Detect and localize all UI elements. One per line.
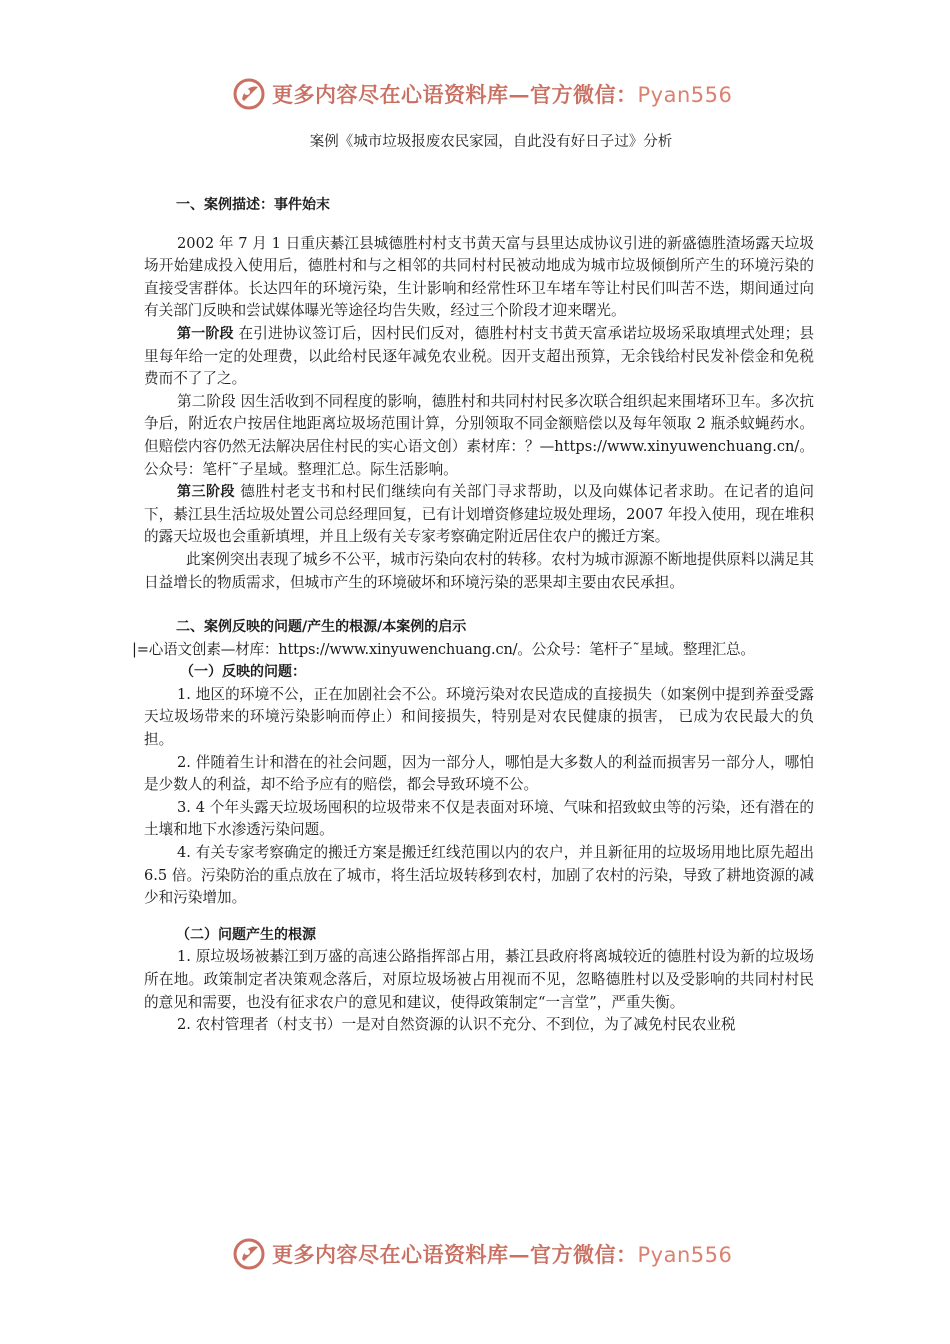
document-title: 案例《城市垃圾报废农民家园，自此没有好日子过》分析 <box>309 134 673 150</box>
stage2-paragraph: 第二阶段 因生活收到不同程度的影响，德胜村和共同村村民多次联合组织起来围堵环卫车。多次抗争后，附近农户按居住地距离垃圾场范围计算，分别领取不同金额赔偿以及每年领取 2 瓶杀蚊蝇药水。但赔偿内容仍然无法解决居住村民的实心语文创）素材库：？—https://www.xinyuwenchuang.cn/。公众号：笔杆˜子星域。整理汇总。际生活影响。 <box>144 392 814 478</box>
banner-text: 更多内容尽在心语资料库—官方微信：Pyan556 <box>272 1242 733 1267</box>
stage1-paragraph: 第一阶段 在引进协议签订后，因村民们反对，德胜村村支书黄天富承诺垃圾场采取填埋式处理；县里每年给一定的处理费，以此给村民逐年减免农业税。因开支超出预算，无余钱给村民发补偿金和免税费而不了了之。 <box>144 324 814 388</box>
banner-wechat-id: Pyan556 <box>637 1243 733 1267</box>
stage3-paragraph: 第三阶段 德胜村老支书和村民们继续向有关部门寻求帮助，以及向媒体记者求助。在记者的追问下，綦江县生活垃圾处置公司总经理回复，已有计划增资修建垃圾处理场，2007 年投入使用，现在堆积的露天垃圾也会重新填埋，并且上级有关专家考察确定附近居住农户的搬迁方案。 <box>144 483 815 546</box>
problem-item: 3. 4 个年头露天垃圾场囤积的垃圾带来不仅是表面对环境、气味和招致蚊虫等的污染，还有潜在的土壤和地下水渗透污染问题。 <box>144 798 814 839</box>
section1-intro: 2002 年 7 月 1 日重庆綦江县城德胜村村支书黄天富与县里达成协议引进的新盛德胜渣场露天垃圾场开始建成投入使用后，德胜村和与之相邻的共同村村民被动地成为城市垃圾倾倒所产生的环境污染的直接受害群体。长达四年的环境污染，生计影响和经常性环卫车堵车等让村民们叫苦不迭，期间通过向有关部门反映和尝试媒体曝光等途径均告失败，经过三个阶段才迎来曙光。 <box>144 234 814 320</box>
stage3-label: 第三阶段 <box>177 484 236 501</box>
problem-item: 1. 地区的环境不公，正在加剧社会不公。环境污染对农民造成的直接损失（如案例中提到养蚕受露天垃圾场带来的环境污染影响而停止）和间接损失，特别是对农民健康的损害， 已成为农民最大的负担。 <box>144 685 814 749</box>
subsection2-heading: （二）问题产生的根源 <box>176 926 316 943</box>
header-banner <box>232 76 732 112</box>
problem-item: 2. 伴随着生计和潜在的社会问题，因为一部分人，哪怕是大多数人的利益而损害另一部分人，哪怕是少数人的利益，却不给予应有的赔偿，都会导致环境不公。 <box>144 753 814 794</box>
subsection1-heading: （一）反映的问题： <box>180 664 306 681</box>
banner-wechat-id: Pyan556 <box>637 83 733 107</box>
watermark-line: |=心语文创素—材库：https://www.xinyuwenchuang.cn/。公众号：笔杆子˜星域。整理汇总。 <box>132 640 755 658</box>
logo-icon <box>232 77 266 111</box>
section2-heading: 二、案例反映的问题/产生的根源/本案例的启示 <box>176 619 467 636</box>
stage1-label: 第一阶段 <box>177 325 234 342</box>
footer-banner <box>232 1236 732 1272</box>
section1-heading: 一、案例描述：事件始末 <box>176 197 330 213</box>
logo-icon <box>232 1237 266 1271</box>
problem-item: 4. 有关专家考察确定的搬迁方案是搬迁红线范围以内的农户，并且新征用的垃圾场用地比原先超出 6.5 倍。污染防治的重点放在了城市，将生活垃圾转移到农村，加剧了农村的污染，导致了耕地资源的减少和污染增加。 <box>144 844 814 907</box>
document-body <box>132 194 815 1037</box>
root-cause-item: 1. 原垃圾场被綦江到万盛的高速公路指挥部占用，綦江县政府将离城较近的德胜村设为新的垃圾场所在地。政策制定者决策观念落后，对原垃圾场被占用视而不见，忽略德胜村以及受影响的共同村村民的意见和需要，也没有征求农户的意见和建议，使得政策制定“一言堂”，严重失衡。 <box>144 948 814 1011</box>
banner-text: 更多内容尽在心语资料库—官方微信：Pyan556 <box>272 82 733 107</box>
root-cause-item: 2. 农村管理者（村支书）一是对自然资源的认识不充分、不到位，为了减免村民农业税 <box>177 1016 736 1034</box>
section1-summary: 此案例突出表现了城乡不公平，城市污染向农村的转移。农村为城市源源不断地提供原料以满足其日益增长的物质需求，但城市产生的环境破坏和环境污染的恶果却主要由农民承担。 <box>144 550 814 591</box>
